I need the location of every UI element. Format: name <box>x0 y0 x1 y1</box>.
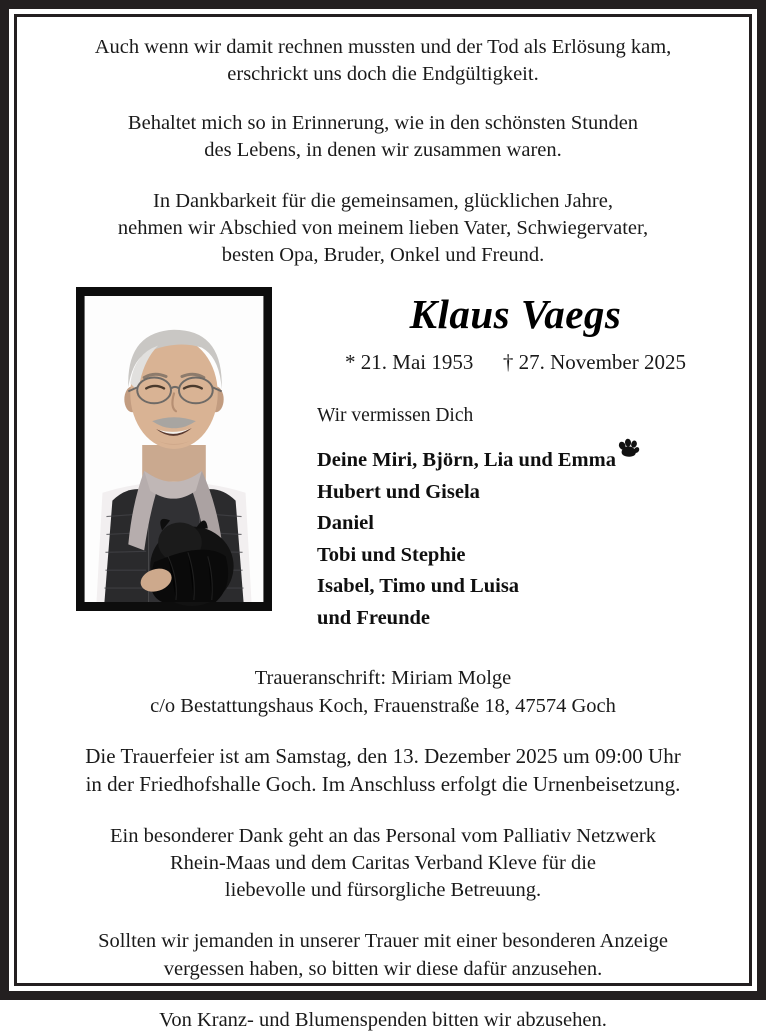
portrait-frame <box>76 287 272 611</box>
birth-symbol: * <box>345 350 356 375</box>
forgotten-line-2: vergessen haben, so bitten wir diese dafür anzusehen. <box>163 957 603 980</box>
list-item: Hubert und Gisela <box>317 480 480 503</box>
mourning-intro: Wir vermissen Dich <box>317 405 474 427</box>
life-dates <box>292 350 739 375</box>
thanks-line-3: liebevolle und fürsorgliche Betreuung. <box>224 879 542 902</box>
mourning-address-line-1: Traueranschrift: Miriam Molge <box>254 667 512 690</box>
no-flowers-block <box>17 1007 749 1034</box>
mourning-address-block <box>17 665 749 720</box>
mourning-address-line-2: c/o Bestattungshaus Koch, Frauenstraße 18, 47574 Goch <box>150 694 616 717</box>
portrait-column <box>17 287 272 611</box>
verse-3-line-1: In Dankbarkeit für die gemeinsamen, glücklichen Jahre, <box>153 190 613 213</box>
forgotten-notice-block <box>17 928 749 983</box>
page-title: Klaus Vaegs <box>409 291 622 338</box>
list-item: Tobi und Stephie <box>317 543 466 566</box>
verse-3-line-2: nehmen wir Abschied von meinem lieben Vater, Schwiegervater, <box>117 217 649 240</box>
list-item: Daniel <box>317 512 374 535</box>
verse-block-1 <box>17 34 749 88</box>
thanks-line-2: Rhein-Maas und dem Caritas Verband Kleve für die <box>169 851 596 874</box>
death-symbol: † <box>502 350 514 375</box>
name-column <box>272 287 749 628</box>
verse-block-3 <box>17 188 749 269</box>
verse-2-line-1: Behaltet mich so in Erinnerung, wie in den schönsten Stunden <box>127 112 639 135</box>
portrait-and-name-row <box>17 287 749 628</box>
forgotten-line-1: Sollten wir jemanden in unserer Trauer mit einer besonderen Anzeige <box>98 930 668 953</box>
notice-content <box>17 17 749 1031</box>
survivors-list <box>292 427 739 628</box>
paw-print-icon <box>617 438 639 463</box>
verse-block-2 <box>17 110 749 164</box>
thanks-block <box>17 823 749 905</box>
death-date: 27. November 2025 <box>518 350 686 375</box>
birth-date: 21. Mai 1953 <box>360 350 474 375</box>
verse-3-line-3: besten Opa, Bruder, Onkel und Freund. <box>221 244 545 267</box>
funeral-service-block <box>17 743 749 799</box>
portrait-photo-icon <box>85 296 263 602</box>
survivor-name: Deine Miri, Björn, Lia und Emma <box>317 449 616 472</box>
list-item <box>317 427 739 471</box>
verse-1-line-2: erschrickt uns doch die Endgültigkeit. <box>227 63 539 86</box>
list-item: und Freunde <box>317 606 430 629</box>
no-flowers-line-1: Von Kranz- und Blumenspenden bitten wir abzusehen. <box>159 1008 607 1031</box>
funeral-service-line-1: Die Trauerfeier ist am Samstag, den 13. Dezember 2025 um 09:00 Uhr <box>85 743 681 768</box>
verse-1-line-1: Auch wenn wir damit rechnen mussten und der Tod als Erlösung kam, <box>94 36 672 58</box>
list-item: Isabel, Timo und Luisa <box>317 575 520 598</box>
thanks-line-1: Ein besonderer Dank geht an das Personal vom Palliativ Netzwerk <box>110 824 656 847</box>
funeral-service-line-2: in der Friedhofshalle Goch. Im Anschluss erfolgt die Urnenbeisetzung. <box>85 771 681 796</box>
verse-2-line-2: des Lebens, in denen wir zusammen waren. <box>204 139 562 162</box>
